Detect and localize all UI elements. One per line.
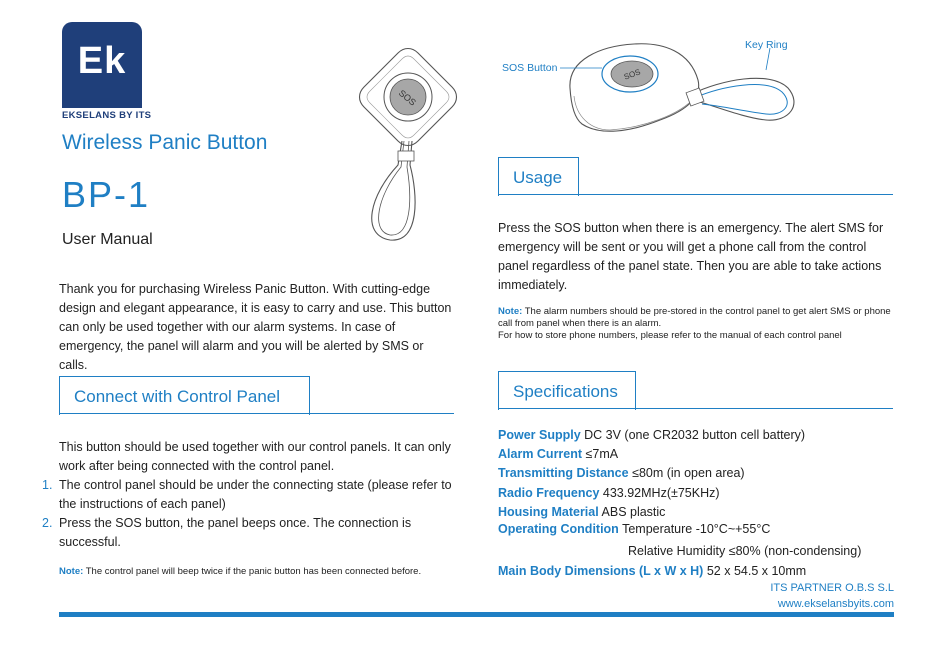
step-number: 1. [42,478,53,492]
connect-note [59,566,454,578]
step-text: The control panel should be under the connecting state (please refer to the instructions of each panel) [59,478,452,511]
brand-logo [62,22,142,108]
footer-bar [59,612,894,617]
footer-company: ITS PARTNER O.B.S S.L [770,582,894,594]
connect-paragraph: This button should be used together with our control panels. It can only work after being connected with the control panel. [59,440,451,473]
spec-value: ≤7mA [585,447,619,461]
usage-section-title: Usage [513,168,563,187]
sos-label-side: SOS [622,67,642,82]
spec-row [498,562,806,581]
sos-label: SOS [396,87,418,108]
panic-button-side-illustration [560,40,805,140]
panic-button-illustration [340,45,470,245]
note-text-2: For how to store phone numbers, please refer to the manual of each control panel [498,330,842,341]
spec-value: DC 3V (one CR2032 button cell battery) [584,428,806,442]
step-text: Press the SOS button, the panel beeps once. The connection is successful. [59,516,412,549]
note-text: The control panel will beep twice if the panic button has been connected before. [85,566,422,577]
connect-divider [59,413,454,414]
usage-paragraph: Press the SOS button when there is an emergency. The alert SMS for emergency will be sent or you will get a phone call from the control panel regardless of the panel state. Then you are able to take actions immediately. [498,221,884,292]
spec-label: Transmitting Distance [498,466,629,480]
spec-label: Power Supply [498,428,581,442]
spec-value: ABS plastic [601,505,666,519]
specs-section-title: Specifications [513,382,618,401]
spec-row [498,484,720,503]
intro-paragraph: Thank you for purchasing Wireless Panic Button. With cutting-edge design and elegant appearance, it is easy to carry and use. This button can only be used together with our alarm systems. In case of emergency, the panel will alarm and you will be alerted by SMS or calls. [59,282,452,372]
spec-value: Relative Humidity ≤80% (non-condensing) [628,544,862,558]
usage-divider [498,194,893,195]
product-name: Wireless Panic Button [62,131,268,154]
brand-logo-text: Ek [77,40,127,82]
note-label: Note: [59,566,84,577]
key-ring-callout: Key Ring [745,39,788,51]
spec-label: Housing Material [498,505,599,519]
note-label: Note: [498,306,523,317]
usage-section-header [498,157,579,196]
connect-section-header [59,376,310,415]
usage-note [498,306,893,342]
spec-value: Temperature -10°C~+55°C [622,522,771,536]
spec-row [628,542,861,561]
spec-label: Alarm Current [498,447,583,461]
step-number: 2. [42,516,53,530]
spec-row [498,464,745,483]
spec-value: ≤80m (in open area) [632,466,745,480]
connect-section-title: Connect with Control Panel [74,387,281,406]
spec-label: Radio Frequency [498,486,600,500]
spec-value: 433.92MHz(±75KHz) [602,486,720,500]
footer-website[interactable]: www.ekselansbyits.com [777,598,894,610]
model-title: BP-1 [62,174,151,215]
brand-name: EKSELANS BY ITS [62,110,152,121]
manual-subtitle: User Manual [62,231,153,248]
specs-divider [498,408,893,409]
spec-row [498,426,805,445]
spec-row [498,520,770,539]
sos-button-callout: SOS Button [502,62,558,74]
spec-label: Main Body Dimensions (L x W x H) [498,564,704,578]
specs-section-header [498,371,636,410]
spec-value: 52 x 54.5 x 10mm [706,564,807,578]
spec-label: Operating Condition [498,522,619,536]
spec-row [498,445,618,464]
note-text: The alarm numbers should be pre-stored in the control panel to get alert SMS or phone call from panel when there is an alarm. [498,306,891,329]
